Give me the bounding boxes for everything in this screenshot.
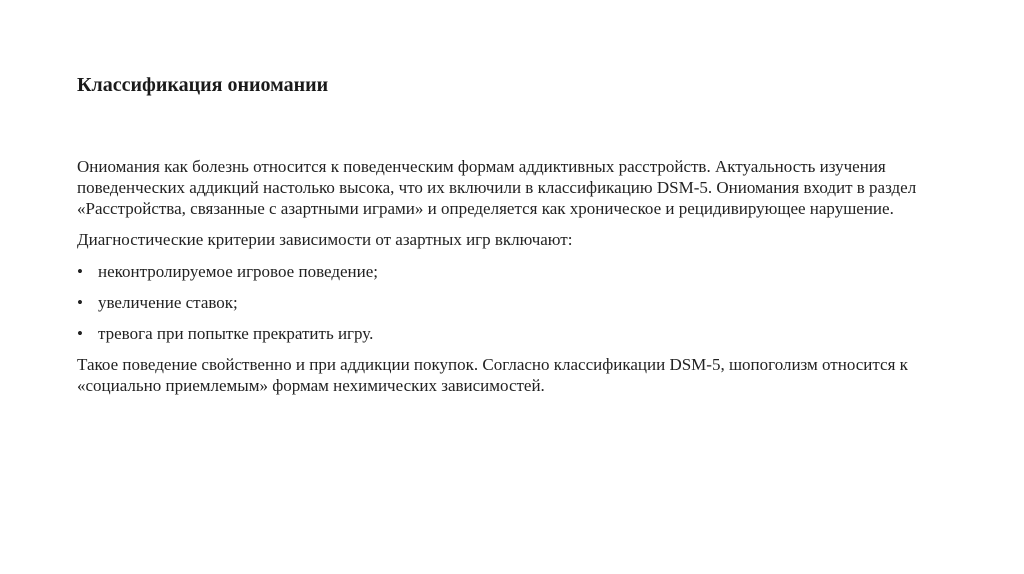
- criteria-list: [77, 261, 957, 344]
- list-item-text: неконтролируемое игровое поведение;: [98, 262, 378, 281]
- list-item-text: тревога при попытке прекратить игру.: [98, 324, 374, 343]
- bullet-marker: •: [77, 293, 83, 312]
- closing-paragraph: Такое поведение свойственно и при аддикции покупок. Согласно классификации DSM-5, шопоголизм относится к «социально приемлемым» формам нехимических зависимостей.: [77, 355, 908, 395]
- list-item: [77, 261, 957, 282]
- criteria-paragraph: Диагностические критерии зависимости от азартных игр включают:: [77, 230, 573, 249]
- slide-body: [77, 156, 957, 396]
- slide-title: Классификация ониомании: [77, 74, 329, 96]
- list-item: [77, 323, 957, 344]
- bullet-marker: •: [77, 324, 83, 343]
- bullet-marker: •: [77, 262, 83, 281]
- intro-paragraph: Ониомания как болезнь относится к поведенческим формам аддиктивных расстройств. Актуальность изучения поведенческих аддикций настолько высока, что их включили в классификацию DSM-5. Ониомания входит в раздел «Расстройства, связанные с азартными играми» и определяется как хроническое и рецидивирующее нарушение.: [77, 157, 917, 218]
- list-item: [77, 292, 957, 313]
- list-item-text: увеличение ставок;: [98, 293, 238, 312]
